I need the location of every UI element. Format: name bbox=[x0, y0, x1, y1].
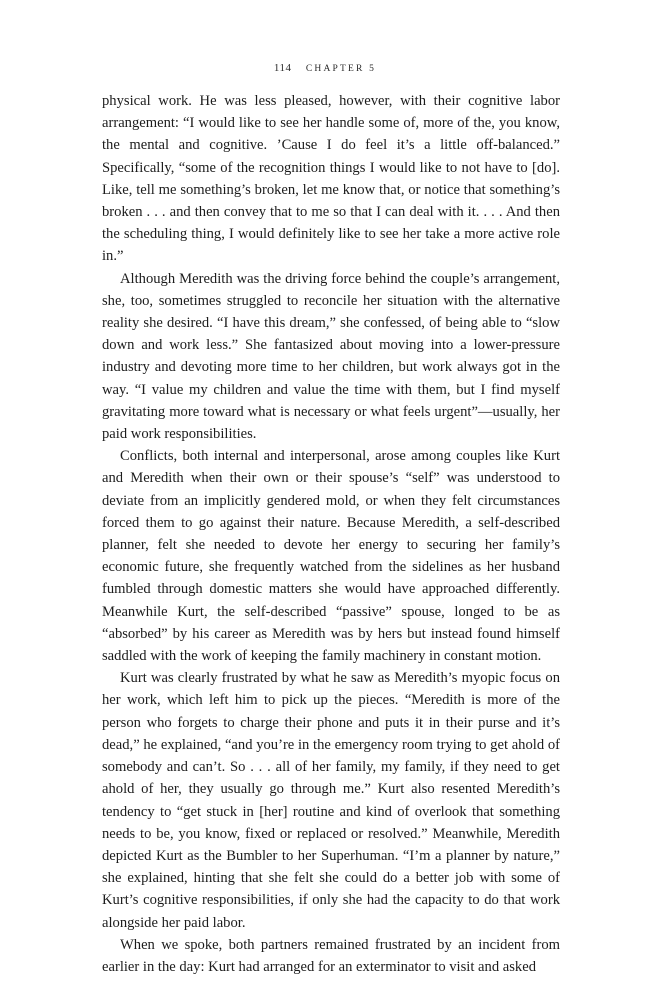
paragraph-5: When we spoke, both partners remained frustrated by an incident from earlier in the day: Kurt had arranged for an exterminator to visit and asked bbox=[102, 936, 560, 975]
paragraph-4: Kurt was clearly frustrated by what he saw as Meredith’s myopic focus on her work, which left him to pick up the pieces. “Meredith is more of the person who forgets to charge their phone and puts it in their purse and it’s dead,” he explained, “and you’re in the emergency room trying to get ahold of somebody and can’t. So . . . all of her family, my family, if they need to get ahold of her, they usually go through me.” Kurt also resented Meredith’s tendency to “get stuck in [her] routine and kind of overlook that something needs to be, you know, fixed or replaced or resolved.” Meanwhile, Meredith depicted Kurt as the Bumbler to her Superhuman. “I’m a planner by nature,” she explained, hinting that she felt she could do a better job with some of Kurt’s cognitive responsibilities, if only she had the capacity to do that work alongside her paid labor. bbox=[102, 670, 560, 931]
page-number: 114 bbox=[273, 62, 292, 74]
paragraph-3: Conflicts, both internal and interpersonal, arose among couples like Kurt and Meredith when their own or their spouse’s “self” was understood to deviate from an implicitly gendered mold, or when they felt circumstances forced them to go against their nature. Because Meredith, a self-described planner, felt she needed to devote her energy to securing her family’s economic future, she frequently watched from the sidelines as her husband fumbled through domestic matters she would have approached differently. Meanwhile Kurt, the self-described “passive” spouse, longed to be as “absorbed” by his career as Meredith was by hers but instead found himself saddled with the work of keeping the family machinery in constant motion. bbox=[102, 448, 560, 665]
chapter-label: CHAPTER 5 bbox=[305, 64, 377, 74]
body-text bbox=[102, 90, 560, 978]
paragraph-1-continued: physical work. He was less pleased, however, with their cognitive labor arrangement: “I would like to see her handle some of, more of the, you know, the mental and cognitive. ’Cause I do feel it’s a little off-balanced.” Specifically, “some of the recognition things I would like to not have to [do]. Like, tell me something’s broken, let me know that, or notice that something’s broken . . . and then convey that to me so that I can deal with it. . . . And then the scheduling thing, I would definitely like to see her take a more active role in.” bbox=[102, 93, 560, 265]
paragraph-2: Although Meredith was the driving force behind the couple’s arrangement, she, too, sometimes struggled to reconcile her situation with the alternative reality she desired. “I have this dream,” she confessed, of being able to “slow down and work less.” She fantasized about moving into a lower-pressure industry and devoting more time to her children, but work always got in the way. “I value my children and value the time with them, but I find myself gravitating more toward what is necessary or what feels urgent”—usually, her paid work responsibilities. bbox=[102, 270, 560, 443]
running-head bbox=[0, 62, 650, 74]
